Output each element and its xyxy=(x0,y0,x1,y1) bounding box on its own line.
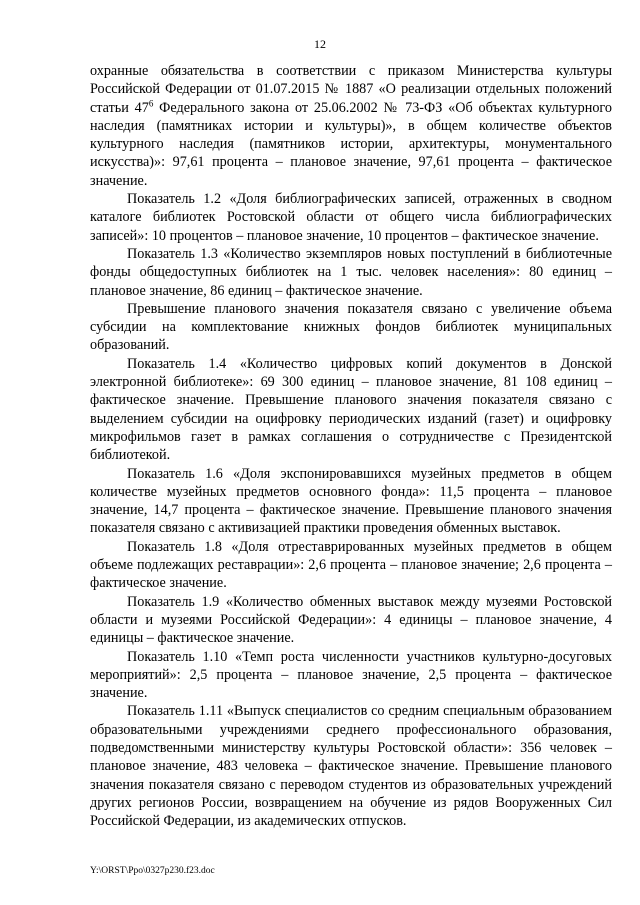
document-body xyxy=(90,62,612,830)
paragraph: Показатель 1.2 «Доля библиографических записей, отраженных в сводном каталоге библиотек Ростовской области от общего числа библиографических записей»: 10 процентов – плановое значение, 10 процентов – фактическое значение. xyxy=(90,191,612,244)
paragraph: Показатель 1.9 «Количество обменных выставок между музеями Ростовской области и музеями Российской Федерации»: 4 единицы – плановое значение, 4 единицы – фактическое значение. xyxy=(90,593,612,647)
paragraph: Показатель 1.6 «Доля экспонировавшихся музейных предметов в общем количестве музейных предметов основного фонда»: 11,5 процента – плановое значение, 14,7 процента – фактическое значение. Превышение планового значения показателя связано с активизацией практики проведения обменных выставок. xyxy=(90,465,612,537)
file-path-footer: Y:\ORST\Ppo\0327p230.f23.doc xyxy=(90,866,215,876)
superscript: 6 xyxy=(148,97,154,108)
paragraph-text: охранные обязательства в соответствии с приказом Министерства культуры Российской Федерации от 01.07.2015 № 1887 «О реализации отдельных положений статьи 47 xyxy=(90,63,612,116)
paragraph: Показатель 1.11 «Выпуск специалистов со средним специальным образованием образовательными учреждениями среднего профессионального образования, подведомственными министерству культуры Ростовской области»: 356 человек – плановое значение, 483 человека – фактическое значение. Превышение планового значения показателя связано с переводом студентов из образовательных учреждений других регионов России, возвращением на обучение из рядов Вооруженных Сил Российской Федерации, из академических отпусков. xyxy=(90,703,612,830)
paragraph: Показатель 1.10 «Темп роста численности участников культурно-досуговых мероприятий»: 2,5 процента – плановое значение, 2,5 процента – фактическое значение. xyxy=(90,648,612,702)
paragraph: Показатель 1.4 «Количество цифровых копий документов в Донской электронной библиотеке»: 69 300 единиц – плановое значение, 81 108 единиц – фактическое значение. Превышение планового значения показателя связано с выделением субсидии на оцифровку периодических изданий (газет) и оцифровку микрофильмов газет в рамках соглашения о сотрудничестве с Президентской библиотекой. xyxy=(90,355,612,464)
paragraph: Показатель 1.3 «Количество экземпляров новых поступлений в библиотечные фонды общедоступных библиотек на 1 тыс. человек населения»: 80 единиц – плановое значение, 86 единиц – фактическое значение. xyxy=(90,245,612,299)
page-number: 12 xyxy=(314,37,326,51)
paragraph: Превышение планового значения показателя связано с увеличение объема субсидии на комплектование книжных фондов библиотек муниципальных образований. xyxy=(90,300,612,354)
paragraph: Показатель 1.8 «Доля отреставрированных музейных предметов в общем объеме подлежащих реставрации»: 2,6 процента – плановое значение; 2,6 процента – фактическое значение. xyxy=(90,538,612,592)
paragraph xyxy=(90,62,612,190)
paragraph-text: Федерального закона от 25.06.2002 № 73-ФЗ «Об объектах культурного наследия (памятниках истории и культуры)», в общем количестве объектов культурного наследия (памятников истории, архитектуры, монументального искусства)»: 97,61 процента – плановое значение, 97,61 процента – фактическое значение. xyxy=(90,99,612,189)
